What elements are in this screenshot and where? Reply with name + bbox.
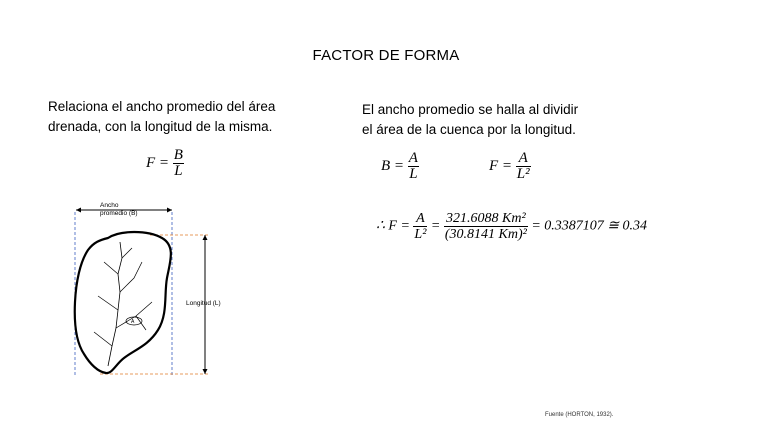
formula-equals: = [393,157,405,174]
left-description-line-2: drenada, con la longitud de la misma. [48,119,273,134]
calc-equals: = [430,218,441,234]
width-label-line-2: promedio (B) [100,210,138,217]
formula-calculation [376,211,647,242]
formula-fraction [173,148,184,179]
formula-denominator: L [174,163,183,179]
basin-outline [75,232,171,373]
calc-prefix: ∴ F = [376,218,410,234]
source-note: Fuente (HORTON, 1932). [545,412,614,418]
tributary [122,248,132,258]
formula-denominator: L² [516,166,530,182]
formula-form-factor-area [489,151,531,182]
formula-fraction [408,151,419,182]
formula-equals: = [501,157,513,174]
formula-lhs: F [489,157,499,174]
calc-fraction-2-numerator: 321.6088 Km² [444,211,528,227]
basin-diagram-svg [60,198,240,383]
area-label: A [131,319,135,325]
width-arrow-right-head [167,208,172,213]
length-label: Longitud (L) [186,300,221,307]
main-channel [108,242,122,366]
tributary [94,332,112,346]
right-description-line-1: El ancho promedio se halla al dividir [362,102,579,117]
right-description-line-2: el área de la cuenca por la longitud. [362,122,576,137]
formula-equals: = [158,154,170,171]
tributary [98,296,118,310]
length-arrow-top-head [203,235,208,240]
calc-fraction-1 [413,211,427,242]
slide-title: FACTOR DE FORMA [312,47,460,64]
formula-lhs: B [381,157,391,174]
formula-numerator: A [408,150,418,166]
calc-fraction-2-denominator: (30.8141 Km)² [444,227,527,242]
formula-numerator: A [516,151,531,167]
calc-result: = 0.3387107 ≅ 0.34 [531,218,648,234]
calc-fraction-1-denominator: L² [414,227,427,242]
width-arrow-left-head [76,208,81,213]
formula-average-width [381,151,419,182]
right-description [362,100,578,140]
width-label [100,202,138,218]
length-arrow-bottom-head [203,369,208,374]
calc-fraction-1-numerator: A [413,211,427,227]
formula-fraction [516,151,531,182]
tributary [120,262,142,292]
tributary [104,262,118,274]
formula-form-factor [146,148,184,179]
formula-denominator: L [409,166,418,182]
calc-fraction-2 [444,211,528,242]
formula-lhs: F [146,154,156,171]
basin-diagram [60,198,240,383]
formula-numerator: B [173,147,183,163]
left-description-line-1: Relaciona el ancho promedio del área [48,99,276,114]
left-description [48,97,275,137]
width-label-line-1: Ancho [100,202,119,209]
